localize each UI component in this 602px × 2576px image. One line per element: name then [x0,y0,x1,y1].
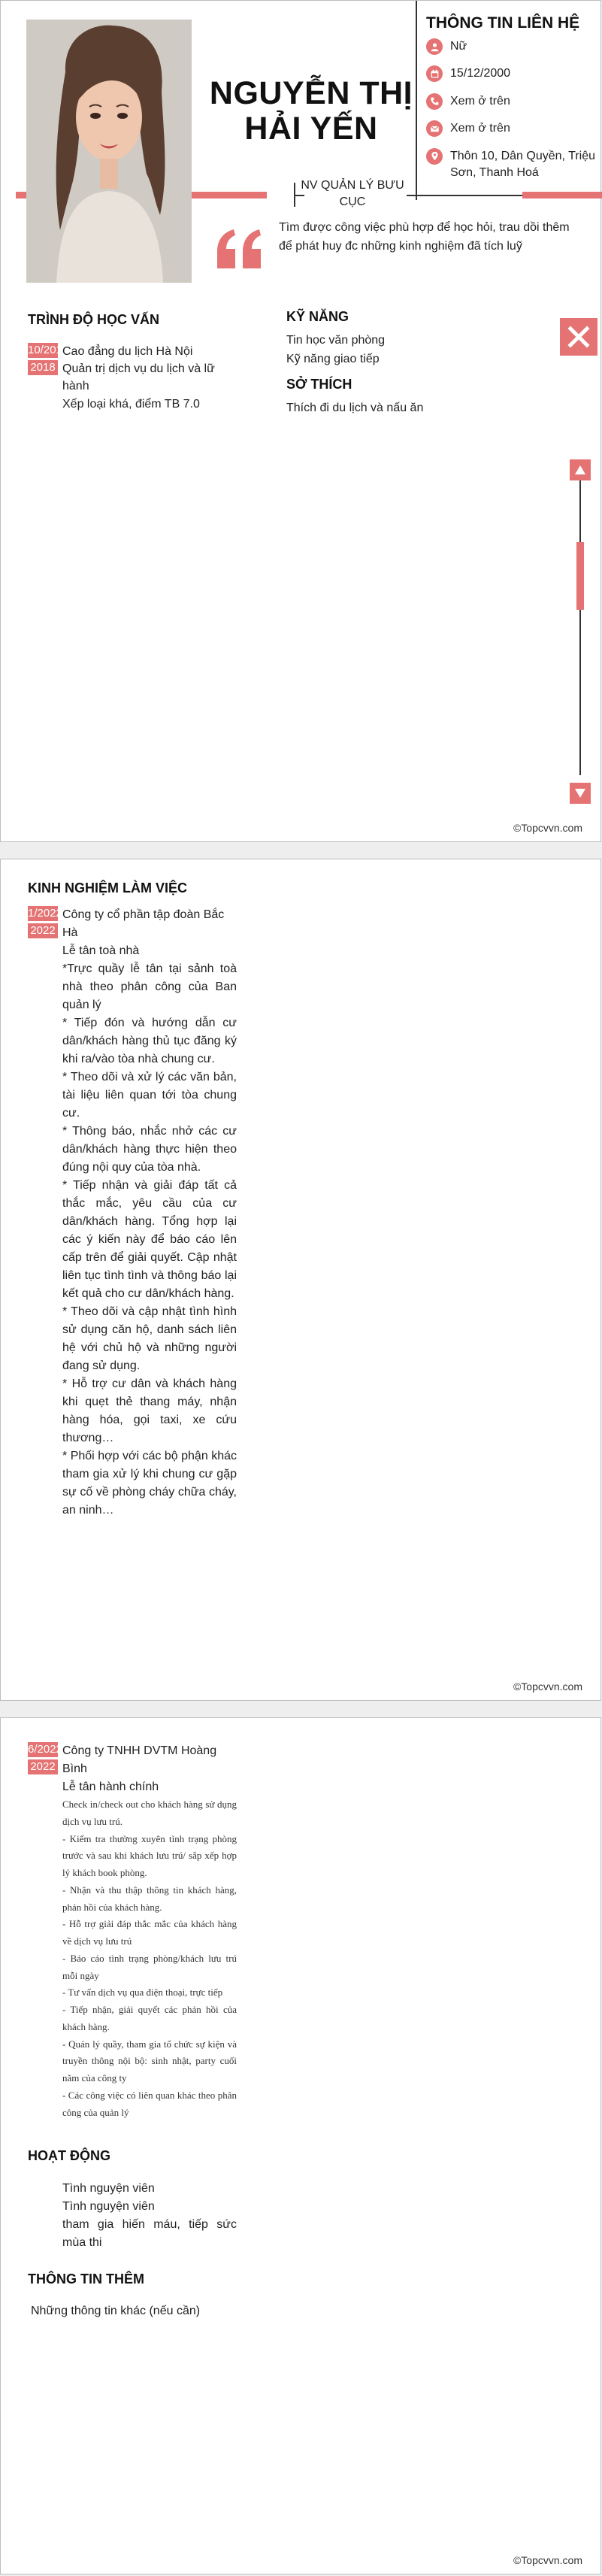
duty-list [62,1796,237,2121]
skills-section-title: KỸ NĂNG [286,309,349,324]
duty-item: * Tiếp đón và hướng dẫn cư dân/khách hàng thủ tục đăng ký khi ra/vào tòa nhà chung cư. [62,1017,237,1065]
contact-section-title: THÔNG TIN LIÊN HỆ [426,14,580,32]
dob-value: 15/12/2000 [450,67,511,80]
activity-item: Tình nguyện viên [62,2200,155,2213]
hobbies-section-title: SỞ THÍCH [286,377,352,392]
duty-item: * Phối hợp với các bộ phận khác tham gia xử lý khi chung cư gặp sự cố về phòng cháy chữa cháy, an ninh… [62,1450,237,1517]
education-details [62,343,237,413]
experience-section-title: KINH NGHIỆM LÀM VIỆC [28,880,188,896]
mail-icon [426,120,443,137]
contact-dob [426,65,596,82]
date-end-badge: 2022 [28,923,58,938]
duty-item: - Tư vấn dịch vụ qua điện thoại, trực tiếp [62,1987,223,1999]
duty-item: - Nhận và thu thập thông tin khách hàng, phản hồi của khách hàng. [62,1884,237,1913]
duty-item: - Quản lý quầy, tham gia tổ chức sự kiện và truyền thông nội bộ: sinh nhật, party cuối năm của công ty [62,2038,237,2084]
scroll-down-button[interactable] [570,783,591,804]
address-value: Thôn 10, Dân Quyền, Triệu Sơn, Thanh Hoá [450,149,595,179]
contact-gender [426,38,596,55]
date-start-badge: 1/2022 [28,907,62,920]
duty-item: * Theo dõi và xử lý các văn bản, tài liệu liên quan tới tòa chung cư. [62,1071,237,1120]
more-info-section-title: THÔNG TIN THÊM [28,2271,144,2287]
quote-icon [214,226,267,271]
education-date [28,343,69,375]
experience-date [28,1742,62,1774]
activities-section-title: HOẠT ĐỘNG [28,2148,110,2163]
accent-bar [522,192,602,199]
footer-credit: ©Topcvvn.com [513,822,582,834]
divider-tick [294,183,295,207]
duty-item: *Trực quầy lễ tân tại sảnh toà nhà theo phân công của Ban quản lý [62,962,237,1011]
experience-item [62,906,237,1520]
profile-photo [26,20,192,283]
name-line-2: HẢI YẾN [244,111,378,147]
phone-value: Xem ở trên [450,94,510,108]
company-name: Công ty cổ phần tập đoàn Bắc Hà [62,908,225,939]
contact-email [426,120,596,137]
email-value: Xem ở trên [450,122,510,135]
position: Lễ tân hành chính [62,1780,159,1793]
skills-list [286,332,512,369]
duty-item: * Theo dõi và cập nhật tình hình sử dụng căn hộ, danh sách liên hệ với chủ hộ và những người đang sử dụng. [62,1305,237,1372]
date-end-badge: 2022 [28,1759,58,1774]
experience-date [28,906,62,938]
duty-item: - Kiểm tra thường xuyên tình trạng phòng trước và sau khi khách lưu trú/ sắp xếp hợp lý khách book phòng. [62,1832,237,1878]
date-start-badge: 6/2022 [28,1743,62,1756]
name-line-1: NGUYỄN THỊ [209,75,413,111]
arrow-up-icon [574,465,586,475]
skill-item: Kỹ năng giao tiếp [286,352,380,365]
duty-item: * Tiếp nhận và giải đáp tất cả thắc mắc, yêu cầu của cư dân/khách hàng. Tổng hợp lại các ý kiến này để báo cáo lên cấp trên để giải quyết. Cập nhật liên tục tình tình và thông báo lại kết quả cho cư dân/khách hàng. [62,1179,237,1300]
arrow-down-icon [574,788,586,799]
date-start-badge: 10/2018 [28,344,69,356]
activity-item: tham gia hiến máu, tiếp sức mùa thi [62,2218,237,2249]
activity-item: Tình nguyện viên [62,2182,155,2195]
accent-bar [16,192,26,199]
scroll-up-button[interactable] [570,459,591,480]
duty-item: - Báo cáo tình trạng phòng/khách lưu trú mỗi ngày [62,1952,237,1981]
scrollbar-thumb[interactable] [576,542,584,610]
duty-item: - Tiếp nhận, giải quyết các phản hồi của khách hàng. [62,2004,237,2032]
close-button[interactable] [560,318,597,356]
more-info-text: Những thông tin khác (nếu cần) [31,2305,201,2317]
school-name: Cao đẳng du lịch Hà Nội [62,345,193,358]
scrollbar-track[interactable] [579,474,581,775]
experience-item [62,1742,237,2121]
activities-list [62,2180,237,2252]
close-icon [566,324,591,350]
duty-item: Check in/check out cho khách hàng sử dụng dịch vụ lưu trú. [62,1799,237,1827]
duty-item: * Thông báo, nhắc nhở các cư dân/khách hàng thực hiện theo đúng nội quy của tòa nhà. [62,1125,237,1174]
contact-address [426,148,596,182]
hobbies-text: Thích đi du lịch và nấu ăn [286,402,424,414]
user-icon [426,38,443,55]
divider-line [417,195,522,196]
contact-list [426,38,596,192]
phone-icon [426,93,443,110]
accent-bar [192,192,267,199]
major: Quản trị dịch vụ du lịch và lữ hành [62,362,215,393]
duty-item: - Hỗ trợ giải đáp thắc mắc của khách hàng về dịch vụ lưu trú [62,1918,237,1947]
grade: Xếp loại khá, điểm TB 7.0 [62,397,200,411]
location-icon [426,148,443,165]
cv-page-3 [0,1717,601,2574]
duty-item: - Các công việc có liên quan khác theo phân công của quản lý [62,2089,237,2118]
career-objective: Tìm được công việc phù hợp để học hỏi, trau dồi thêm để phát huy đc những kinh nghiệm đã tích luỹ [279,221,570,253]
position: Lễ tân toà nhà [62,944,140,957]
cv-page-2 [0,859,601,1701]
footer-credit: ©Topcvvn.com [513,1680,582,1693]
education-section-title: TRÌNH ĐỘ HỌC VẤN [28,312,159,327]
job-title: NV QUẢN LÝ BƯU CỤC [301,179,404,208]
date-end-badge: 2018 [28,360,58,375]
cv-page-1 [0,0,601,842]
footer-credit: ©Topcvvn.com [513,2554,582,2566]
gender-value: Nữ [450,40,467,53]
company-name: Công ty TNHH DVTM Hoàng Bình [62,1744,217,1775]
divider-line [407,195,417,196]
contact-phone [426,93,596,110]
duty-item: * Hỗ trợ cư dân và khách hàng khi quẹt thẻ thang máy, nhận hàng hóa, gọi taxi, xe cứu thương… [62,1377,237,1444]
divider-vertical [416,1,417,200]
candidate-name [202,76,420,147]
skill-item: Tin học văn phòng [286,334,386,347]
calendar-icon [426,65,443,82]
